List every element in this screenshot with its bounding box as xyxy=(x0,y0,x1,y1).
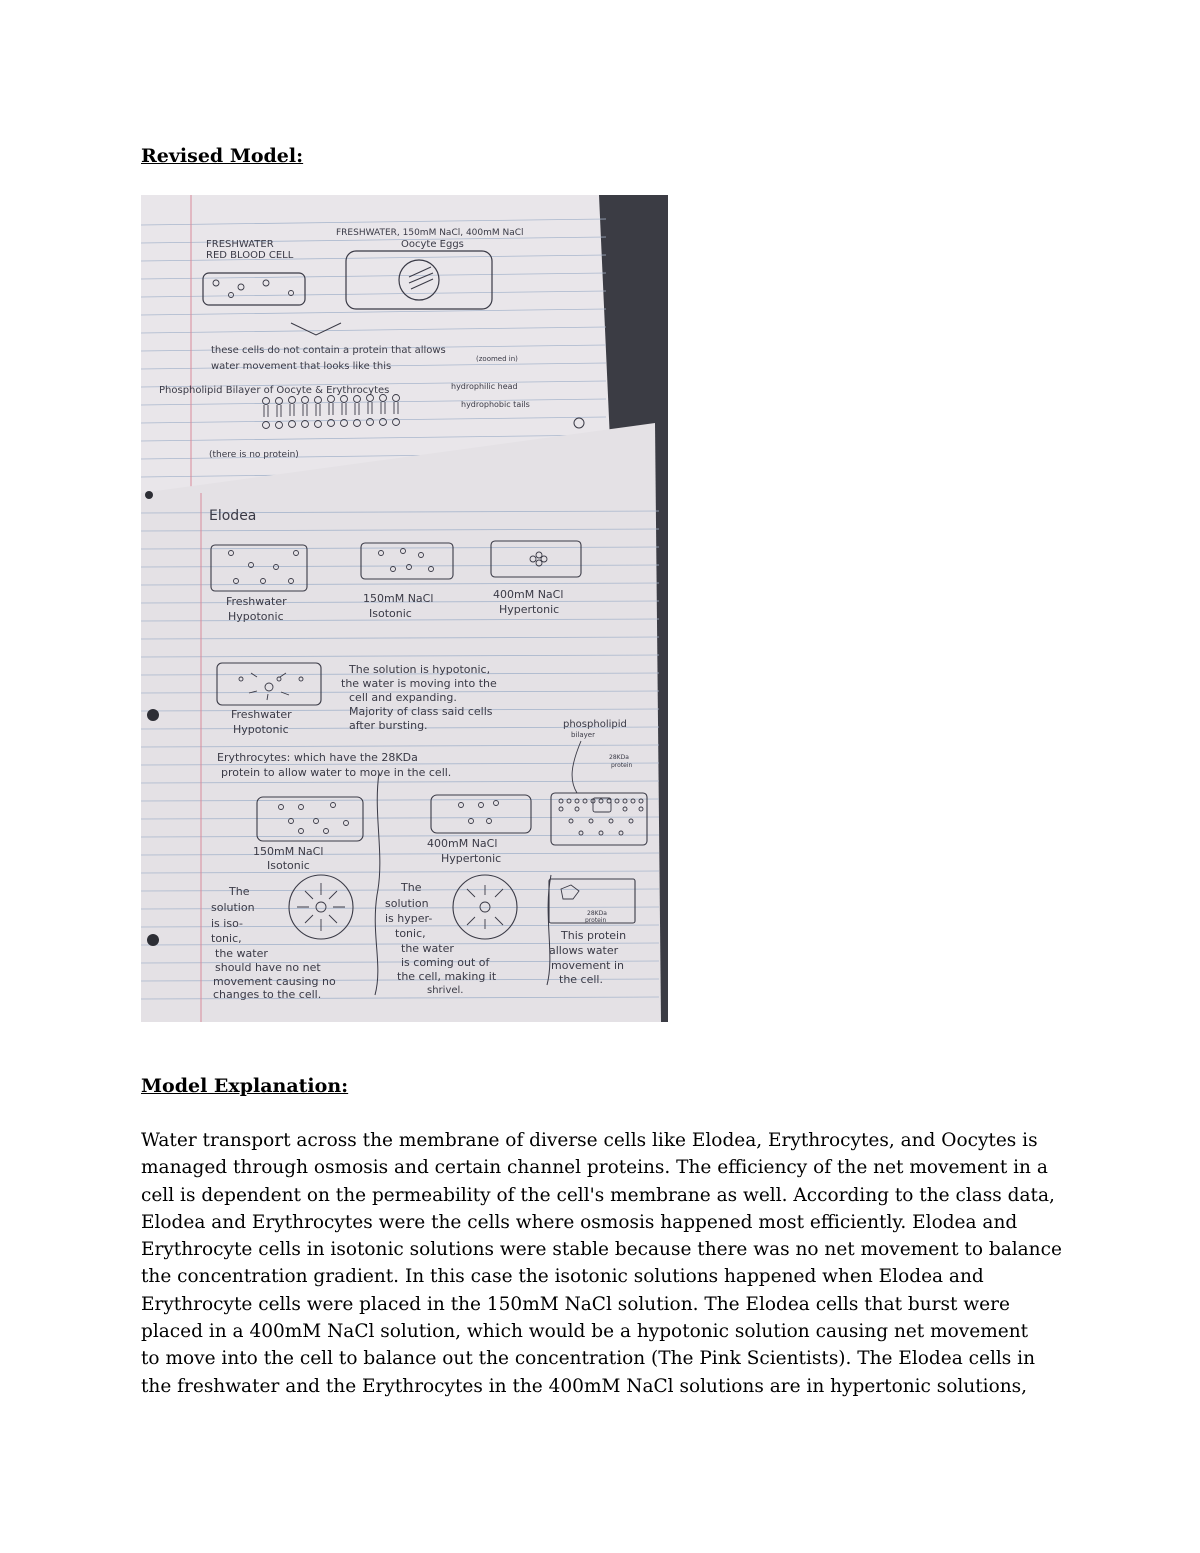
paragraph-line: placed in a 400mM NaCl solution, which would be a hypotonic solution causing net movement xyxy=(141,1321,1029,1343)
iso-note-6: should have no net xyxy=(215,961,321,974)
iso-note-1: The xyxy=(229,885,250,898)
iso-note-3: is iso- xyxy=(211,917,243,930)
model-explanation-paragraph xyxy=(141,1127,1061,1400)
burst-hypotonic-label: Hypotonic xyxy=(233,723,289,736)
iso-note-7: movement causing no xyxy=(213,975,336,988)
burst-note-4: Majority of class said cells xyxy=(349,705,493,718)
erythrocyte-line-2: protein to allow water to move in the cell. xyxy=(221,766,452,779)
protein-note-3: movement in xyxy=(551,959,625,972)
paragraph-line: the freshwater and the Erythrocytes in the 400mM NaCl solutions are in hypertonic solutions, xyxy=(141,1375,1028,1397)
burst-note-1: The solution is hypotonic, xyxy=(349,663,491,676)
erythrocyte-line-1: Erythrocytes: which have the 28KDa xyxy=(217,751,418,764)
zoomed-in-aside: (zoomed in) xyxy=(476,355,518,363)
hydrophobic-tails-label: hydrophobic tails xyxy=(461,400,530,409)
bilayer-label: bilayer xyxy=(571,731,595,739)
paragraph-line: cell is dependent on the permeability of the cell's membrane as well. According to the class data, xyxy=(141,1184,1055,1206)
bilayer-title: Phospholipid Bilayer of Oocyte & Erythrocytes xyxy=(159,385,390,396)
model-explanation-heading: Model Explanation: xyxy=(141,1075,349,1097)
hyper-note-5: the water xyxy=(401,942,454,955)
row2-150mm-sub: Isotonic xyxy=(267,859,310,872)
protein-label-2: protein xyxy=(611,762,633,769)
row1-150mm-sub: Isotonic xyxy=(369,607,412,620)
row1-freshwater-label: Freshwater xyxy=(226,595,287,608)
revised-model-heading: Revised Model: xyxy=(141,145,304,167)
freshwater-rbc-title-2: RED BLOOD CELL xyxy=(206,250,294,261)
row2-150mm-label: 150mM NaCl xyxy=(253,845,324,858)
row1-freshwater-sub: Hypotonic xyxy=(228,610,284,623)
paragraph-line: Elodea and Erythrocytes were the cells where osmosis happened most efficiently. Elodea and xyxy=(141,1211,1018,1233)
iso-note-4: tonic, xyxy=(211,932,242,945)
protein-box-label-1: 28KDa xyxy=(587,910,607,917)
paragraph-line: Erythrocyte cells in isotonic solutions were stable because there was no net movement to balance xyxy=(141,1239,1062,1261)
phospholipid-label: phospholipid xyxy=(563,719,627,730)
hyper-note-8: shrivel. xyxy=(427,985,464,996)
no-protein-label: (there is no protein) xyxy=(209,450,299,460)
hyper-note-1: The xyxy=(401,881,422,894)
burst-freshwater-label: Freshwater xyxy=(231,708,292,721)
oocyte-subtitle: Oocyte Eggs xyxy=(401,239,464,250)
hyper-note-7: the cell, making it xyxy=(397,970,497,983)
protein-note-4: the cell. xyxy=(559,973,603,986)
paragraph-line: Water transport across the membrane of diverse cells like Elodea, Erythrocytes, and Oocytes is xyxy=(141,1130,1038,1151)
row2-400mm-label: 400mM NaCl xyxy=(427,837,498,850)
iso-note-2: solution xyxy=(211,901,255,914)
burst-note-2: the water is moving into the xyxy=(341,677,497,690)
iso-note-8: changes to the cell. xyxy=(213,988,322,1001)
no-protein-note-1: these cells do not contain a protein that allows xyxy=(211,345,446,356)
row1-400mm-label: 400mM NaCl xyxy=(493,588,564,601)
hyper-note-4: tonic, xyxy=(395,927,426,940)
burst-note-3: cell and expanding. xyxy=(349,691,457,704)
hydrophilic-head-label: hydrophilic head xyxy=(451,382,518,391)
protein-label-1: 28KDa xyxy=(609,754,629,761)
paragraph-line: managed through osmosis and certain channel proteins. The efficiency of the net movement in a xyxy=(141,1157,1048,1179)
protein-note-2: allows water xyxy=(549,944,619,957)
hyper-note-3: is hyper- xyxy=(385,912,433,925)
protein-note-1: This protein xyxy=(561,929,627,942)
row2-400mm-sub: Hypertonic xyxy=(441,852,502,865)
row1-150mm-label: 150mM NaCl xyxy=(363,592,434,605)
hyper-note-6: is coming out of xyxy=(401,956,490,969)
no-protein-note-2: water movement that looks like this xyxy=(211,361,392,372)
oocyte-title: FRESHWATER, 150mM NaCl, 400mM NaCl xyxy=(336,228,524,238)
iso-note-5: the water xyxy=(215,947,268,960)
row1-400mm-sub: Hypertonic xyxy=(499,603,560,616)
paragraph-line: the concentration gradient. In this case the isotonic solutions happened when Elodea and xyxy=(141,1266,984,1288)
paragraph-line: Erythrocyte cells were placed in the 150mM NaCl solution. The Elodea cells that burst were xyxy=(141,1293,1010,1315)
burst-note-5: after bursting. xyxy=(349,719,428,732)
elodea-title: Elodea xyxy=(209,508,257,524)
protein-box-label-2: protein xyxy=(585,917,607,924)
handwritten-model-photo xyxy=(141,195,668,1022)
paragraph-line: to move into the cell to balance out the concentration (The Pink Scientists). The Elodea cells in xyxy=(141,1348,1035,1370)
bottom-notebook-sheet xyxy=(141,423,661,1022)
hyper-note-2: solution xyxy=(385,897,429,910)
freshwater-rbc-title-1: FRESHWATER xyxy=(206,239,274,250)
